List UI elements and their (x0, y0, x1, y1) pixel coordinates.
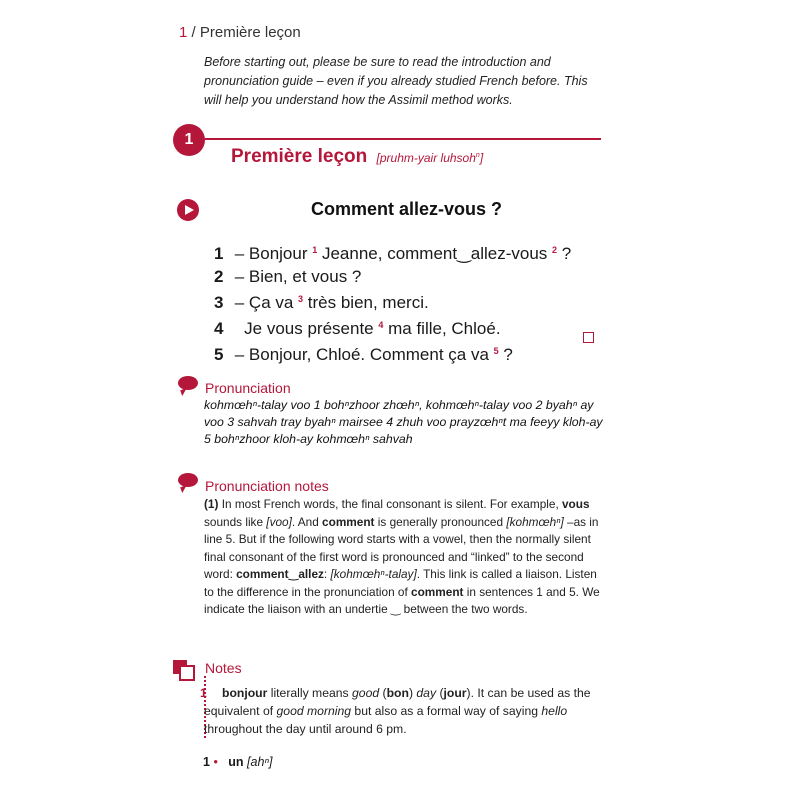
footer-page-number: 1 (203, 755, 210, 769)
play-audio-icon[interactable] (177, 199, 199, 221)
checkbox-square-icon (583, 332, 594, 343)
lesson-rule (205, 138, 601, 140)
note-ref: 3 (298, 294, 304, 304)
page-footer (203, 755, 272, 769)
lesson-title (231, 146, 483, 168)
note-ref: 4 (378, 320, 384, 330)
header-page-number: 1 (179, 24, 188, 41)
lesson-number-badge: 1 (173, 124, 205, 156)
intro-text: Before starting out, please be sure to read the introduction and pronunciation guide – even if you already studied French before. This will help you understand how the Assimil method works. (204, 55, 588, 107)
lesson-title-pronunciation: [pruhm-yair luhsoh$^n$] (376, 151, 484, 165)
pronunciation-notes-text: (1) In most French words, the final consonant is silent. For example, vous sounds like [voo]. And comment is generally pronounced [kohmœhⁿ] –as in line 5. But if the following word starts with a vowel, then the normally silent final consonant of the first word is pronounced and “linked” to the second word: comment‿allez: [kohmœhⁿ-talay]. This link is called a liaison. Listen to the difference in the pronunciation of comment in sentences 1 and 5. We indicate the liaison with an undertie ‿ between the two words. (204, 497, 600, 616)
footer-bullet: • (213, 755, 218, 769)
dialogue-line: 3 – Ça va $^3$ très bien, merci. (214, 293, 429, 312)
dialogue-title: Comment allez-vous ? (311, 199, 503, 219)
footer-word: un (228, 755, 244, 769)
pronunciation-title: Pronunciation (205, 380, 291, 396)
dialogue (214, 239, 571, 366)
note-ref: 2 (552, 245, 558, 255)
note-item: 1 bonjour literally means good (bon) day (jour). It can be used as the equivalent of good morning but also as a formal way of saying hello throughout the day until around 6 pm. (200, 686, 591, 736)
dialogue-line: 4 Je vous présente $^4$ ma fille, Chloé. (214, 319, 501, 338)
speech-bubble-icon (178, 473, 198, 487)
dialogue-line: 2 – Bien, et vous ? (214, 267, 362, 286)
note-ref: 1 (312, 245, 318, 255)
pronunciation-text: kohmœhⁿ-talay voo 1 bohⁿzhoor zhœhⁿ, kohmœhⁿ-talay voo 2 byahⁿ ay voo 3 sahvah tray byahⁿ mairsee 4 zhuh voo prayzœhⁿt ma feeyy kloh-ay 5 bohⁿzhoor kloh-ay kohmœhⁿ sahvah (204, 398, 603, 446)
note-number: 1 (200, 686, 207, 700)
dialogue-line: 5 – Bonjour, Chloé. Comment ça va $^5$ ? (214, 345, 513, 364)
dialogue-line: 1 – Bonjour $^1$ Jeanne, comment‿allez-vous $^2$ ? (214, 244, 572, 263)
header-title: Première leçon (199, 24, 301, 41)
note-ref: 5 (493, 346, 499, 356)
lesson-title-text: Première leçon (231, 146, 368, 167)
speech-bubble-icon (178, 376, 198, 390)
pronunciation-notes-title: Pronunciation notes (205, 478, 329, 494)
notes-title: Notes (205, 660, 242, 676)
running-header (179, 24, 301, 41)
header-slash: / (187, 24, 200, 41)
footer-pronunciation: [ahⁿ] (247, 755, 273, 769)
